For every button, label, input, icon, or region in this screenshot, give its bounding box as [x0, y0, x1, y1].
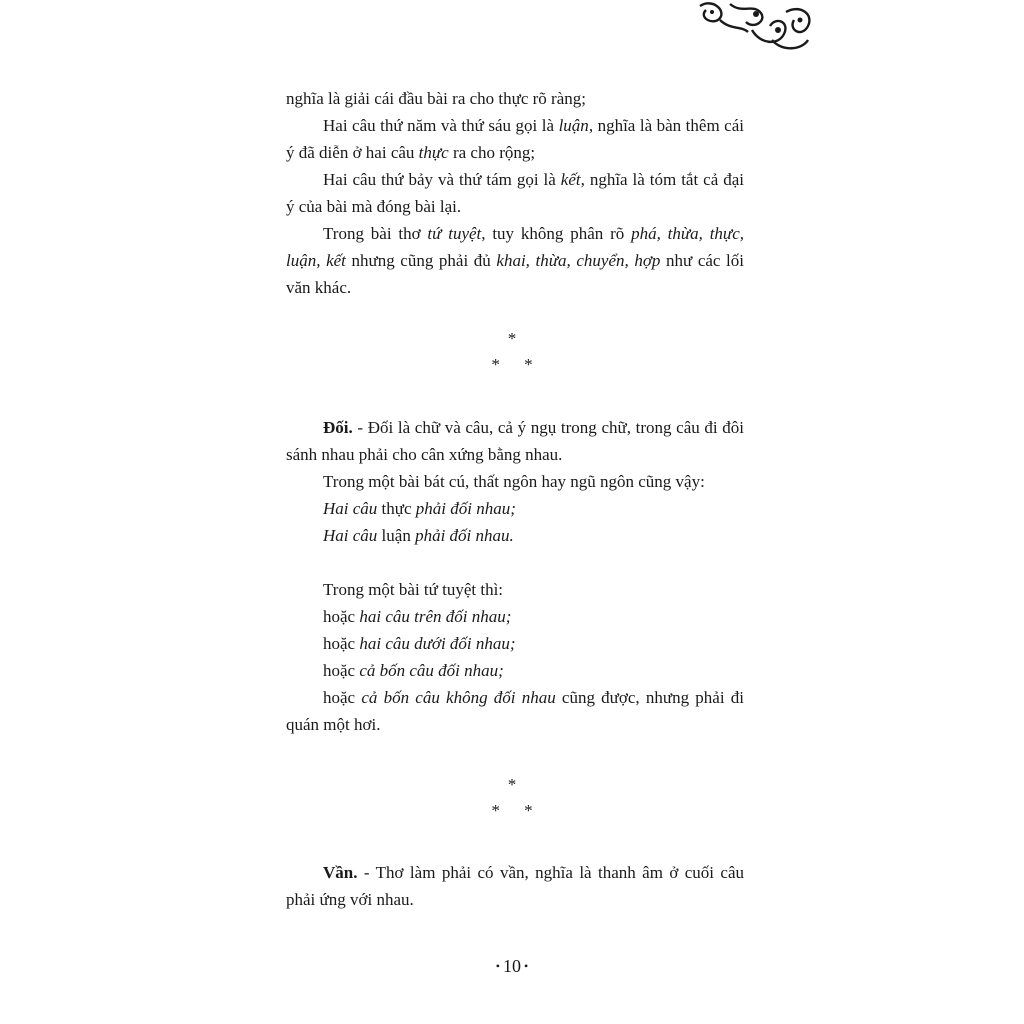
section-doi	[286, 414, 744, 738]
text-run: Trong một bài bát cú, thất ngôn hay ngũ ngôn cũng vậy:	[323, 472, 705, 491]
text-run: như các lối văn khác.	[286, 251, 745, 297]
italic-run: hai câu trên đối nhau;	[359, 607, 512, 626]
text-top	[286, 85, 744, 301]
italic-run: phải đối nhau;	[411, 499, 516, 518]
text-run: cũng được, nhưng phải đi quán một hơi.	[286, 688, 745, 734]
page-number	[0, 956, 1024, 977]
section-heading: Đối.	[323, 418, 353, 437]
italic-term: thực	[418, 143, 449, 162]
italic-term: khai, thừa, chuyển, hợp	[496, 251, 661, 270]
page-number-value: 10	[503, 956, 521, 976]
separator-star: *	[507, 775, 517, 794]
text-run: - Đối là chữ và câu, cả ý ngụ trong chữ, trong câu đi đôi sánh nhau phải cho cân xứng bằng nhau.	[286, 418, 744, 464]
paragraph-tu-tuyet	[286, 220, 744, 301]
text-run: Hai câu thứ bảy và thứ tám gọi là	[323, 170, 561, 189]
text-run: hoặc	[323, 661, 360, 680]
text-run: hoặc	[323, 634, 360, 653]
text-line	[286, 684, 744, 738]
italic-term: tứ tuyệt	[427, 224, 482, 243]
text-line	[286, 630, 744, 657]
text-line: nghĩa là giải cái đầu bài ra cho thực rõ ràng;	[286, 89, 586, 108]
text-run: , nghĩa là bàn thêm cái ý đã diễn ở hai câu	[286, 116, 745, 162]
text-line	[286, 576, 744, 603]
section-separator	[0, 326, 1024, 378]
page-dot: •	[524, 959, 529, 973]
italic-term: luận	[558, 116, 589, 135]
text-run: nhưng cũng phải đủ	[345, 251, 497, 270]
text-line	[286, 603, 744, 630]
text-run: , tuy không phân rõ	[481, 224, 632, 243]
italic-run: phải đối nhau.	[410, 526, 514, 545]
paragraph-van	[286, 859, 744, 913]
separator-star: *	[507, 329, 517, 348]
text-run: thực	[381, 499, 412, 518]
italic-term: kết	[560, 170, 581, 189]
separator-stars: * *	[491, 801, 533, 820]
italic-run: hai câu dưới đối nhau;	[359, 634, 516, 653]
section-separator	[0, 772, 1024, 824]
section-van	[286, 859, 744, 913]
text-run: luận	[381, 526, 411, 545]
floral-ornament-icon	[690, 0, 820, 52]
text-run: hoặc	[323, 688, 362, 707]
italic-run: cả bốn câu đối nhau;	[359, 661, 504, 680]
italic-run: cả bốn câu không đối nhau	[361, 688, 556, 707]
text-line	[286, 522, 744, 549]
separator-stars: * *	[491, 355, 533, 374]
paragraph-ket	[286, 166, 744, 220]
text-run: Trong một bài tứ tuyệt thì:	[323, 580, 504, 599]
italic-term: phá, thừa, thực, luận, kết	[286, 224, 744, 270]
text-line	[286, 657, 744, 684]
italic-run: Hai câu	[323, 526, 382, 545]
text-run: - Thơ làm phải có vần, nghĩa là thanh âm ở cuối câu phải ứng với nhau.	[286, 863, 744, 909]
text-line	[286, 495, 744, 522]
paragraph-1	[286, 85, 744, 112]
section-heading: Vần.	[323, 863, 358, 882]
italic-run: Hai câu	[323, 499, 382, 518]
text-run: Hai câu thứ năm và thứ sáu gọi là	[323, 116, 559, 135]
paragraph-doi	[286, 414, 744, 468]
text-run: Trong bài thơ	[323, 224, 428, 243]
paragraph-luan	[286, 112, 744, 166]
text-run: ra cho rộng;	[448, 143, 536, 162]
text-line	[286, 468, 744, 495]
text-run: , nghĩa là tóm tắt cả đại ý của bài mà đóng bài lại.	[286, 170, 744, 216]
page-dot: •	[495, 959, 500, 973]
text-run: hoặc	[323, 607, 360, 626]
